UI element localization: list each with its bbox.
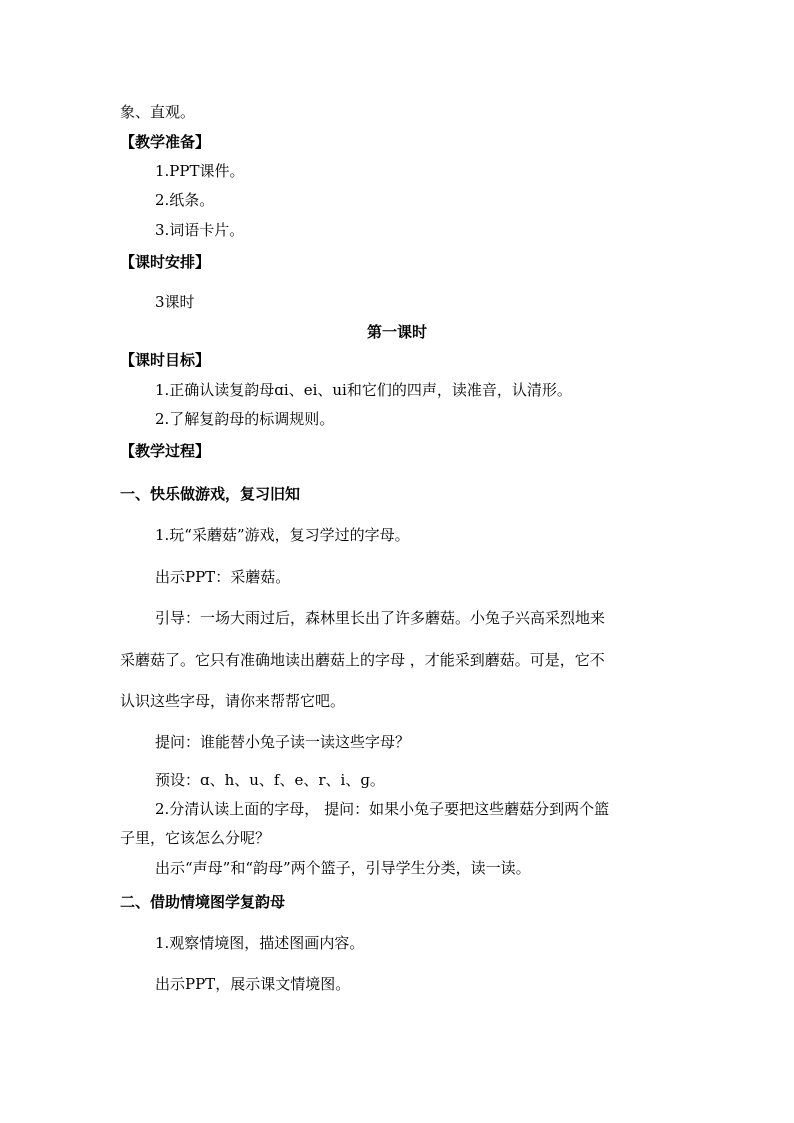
goal-item-2: 2.了解复韵母的标调规则。 <box>155 410 335 428</box>
prep-item-3: 3.词语卡片。 <box>155 221 245 239</box>
lesson-title: 第一课时 <box>366 323 427 341</box>
section1-paragraph: 采蘑菇了。它只有准确地读出蘑菇上的字母 ，才能采到蘑菇。可是，它不 <box>120 651 605 669</box>
section1-paragraph: 出示PPT：采蘑菇。 <box>155 568 291 586</box>
section1-paragraph: 引导：一场大雨过后，森林里长出了许多蘑菇。小兔子兴高采烈地来 <box>155 609 606 627</box>
heading-lesson-goals: 【课时目标】 <box>120 351 211 369</box>
heading-schedule: 【课时安排】 <box>120 253 211 271</box>
heading-teaching-preparation: 【教学准备】 <box>120 133 211 151</box>
section1-paragraph: 子里，它该怎么分呢？ <box>120 829 271 847</box>
section1-paragraph: 1.玩“采蘑菇”游戏，复习学过的字母。 <box>155 526 410 544</box>
goal-item-1: 1.正确认读复韵母ɑi、ei、ui和它们的四声，读准音，认清形。 <box>155 381 572 399</box>
paragraph-continuation: 象、直观。 <box>120 103 196 121</box>
section1-paragraph: 2.分清认读上面的字母， 提问：如果小兔子要把这些蘑菇分到两个篮 <box>155 800 610 818</box>
section-heading-1: 一、快乐做游戏，复习旧知 <box>120 485 301 503</box>
section1-paragraph: 提问：谁能替小兔子读一读这些字母？ <box>155 733 411 751</box>
prep-item-2: 2.纸条。 <box>155 191 215 209</box>
section1-paragraph: 预设：ɑ、h、u、f、e、r、i、ɡ。 <box>155 771 385 789</box>
heading-teaching-process: 【教学过程】 <box>120 442 211 460</box>
section1-paragraph: 认识这些字母，请你来帮帮它吧。 <box>120 692 346 710</box>
section2-paragraph: 出示PPT，展示课文情境图。 <box>155 975 351 993</box>
section-heading-2: 二、借助情境图学复韵母 <box>120 893 286 911</box>
section1-paragraph: 出示“声母”和“韵母”两个篮子，引导学生分类，读一读。 <box>155 859 531 877</box>
schedule-text: 3课时 <box>155 293 195 311</box>
prep-item-1: 1.PPT课件。 <box>155 162 245 180</box>
section2-paragraph: 1.观察情境图，描述图画内容。 <box>155 934 365 952</box>
